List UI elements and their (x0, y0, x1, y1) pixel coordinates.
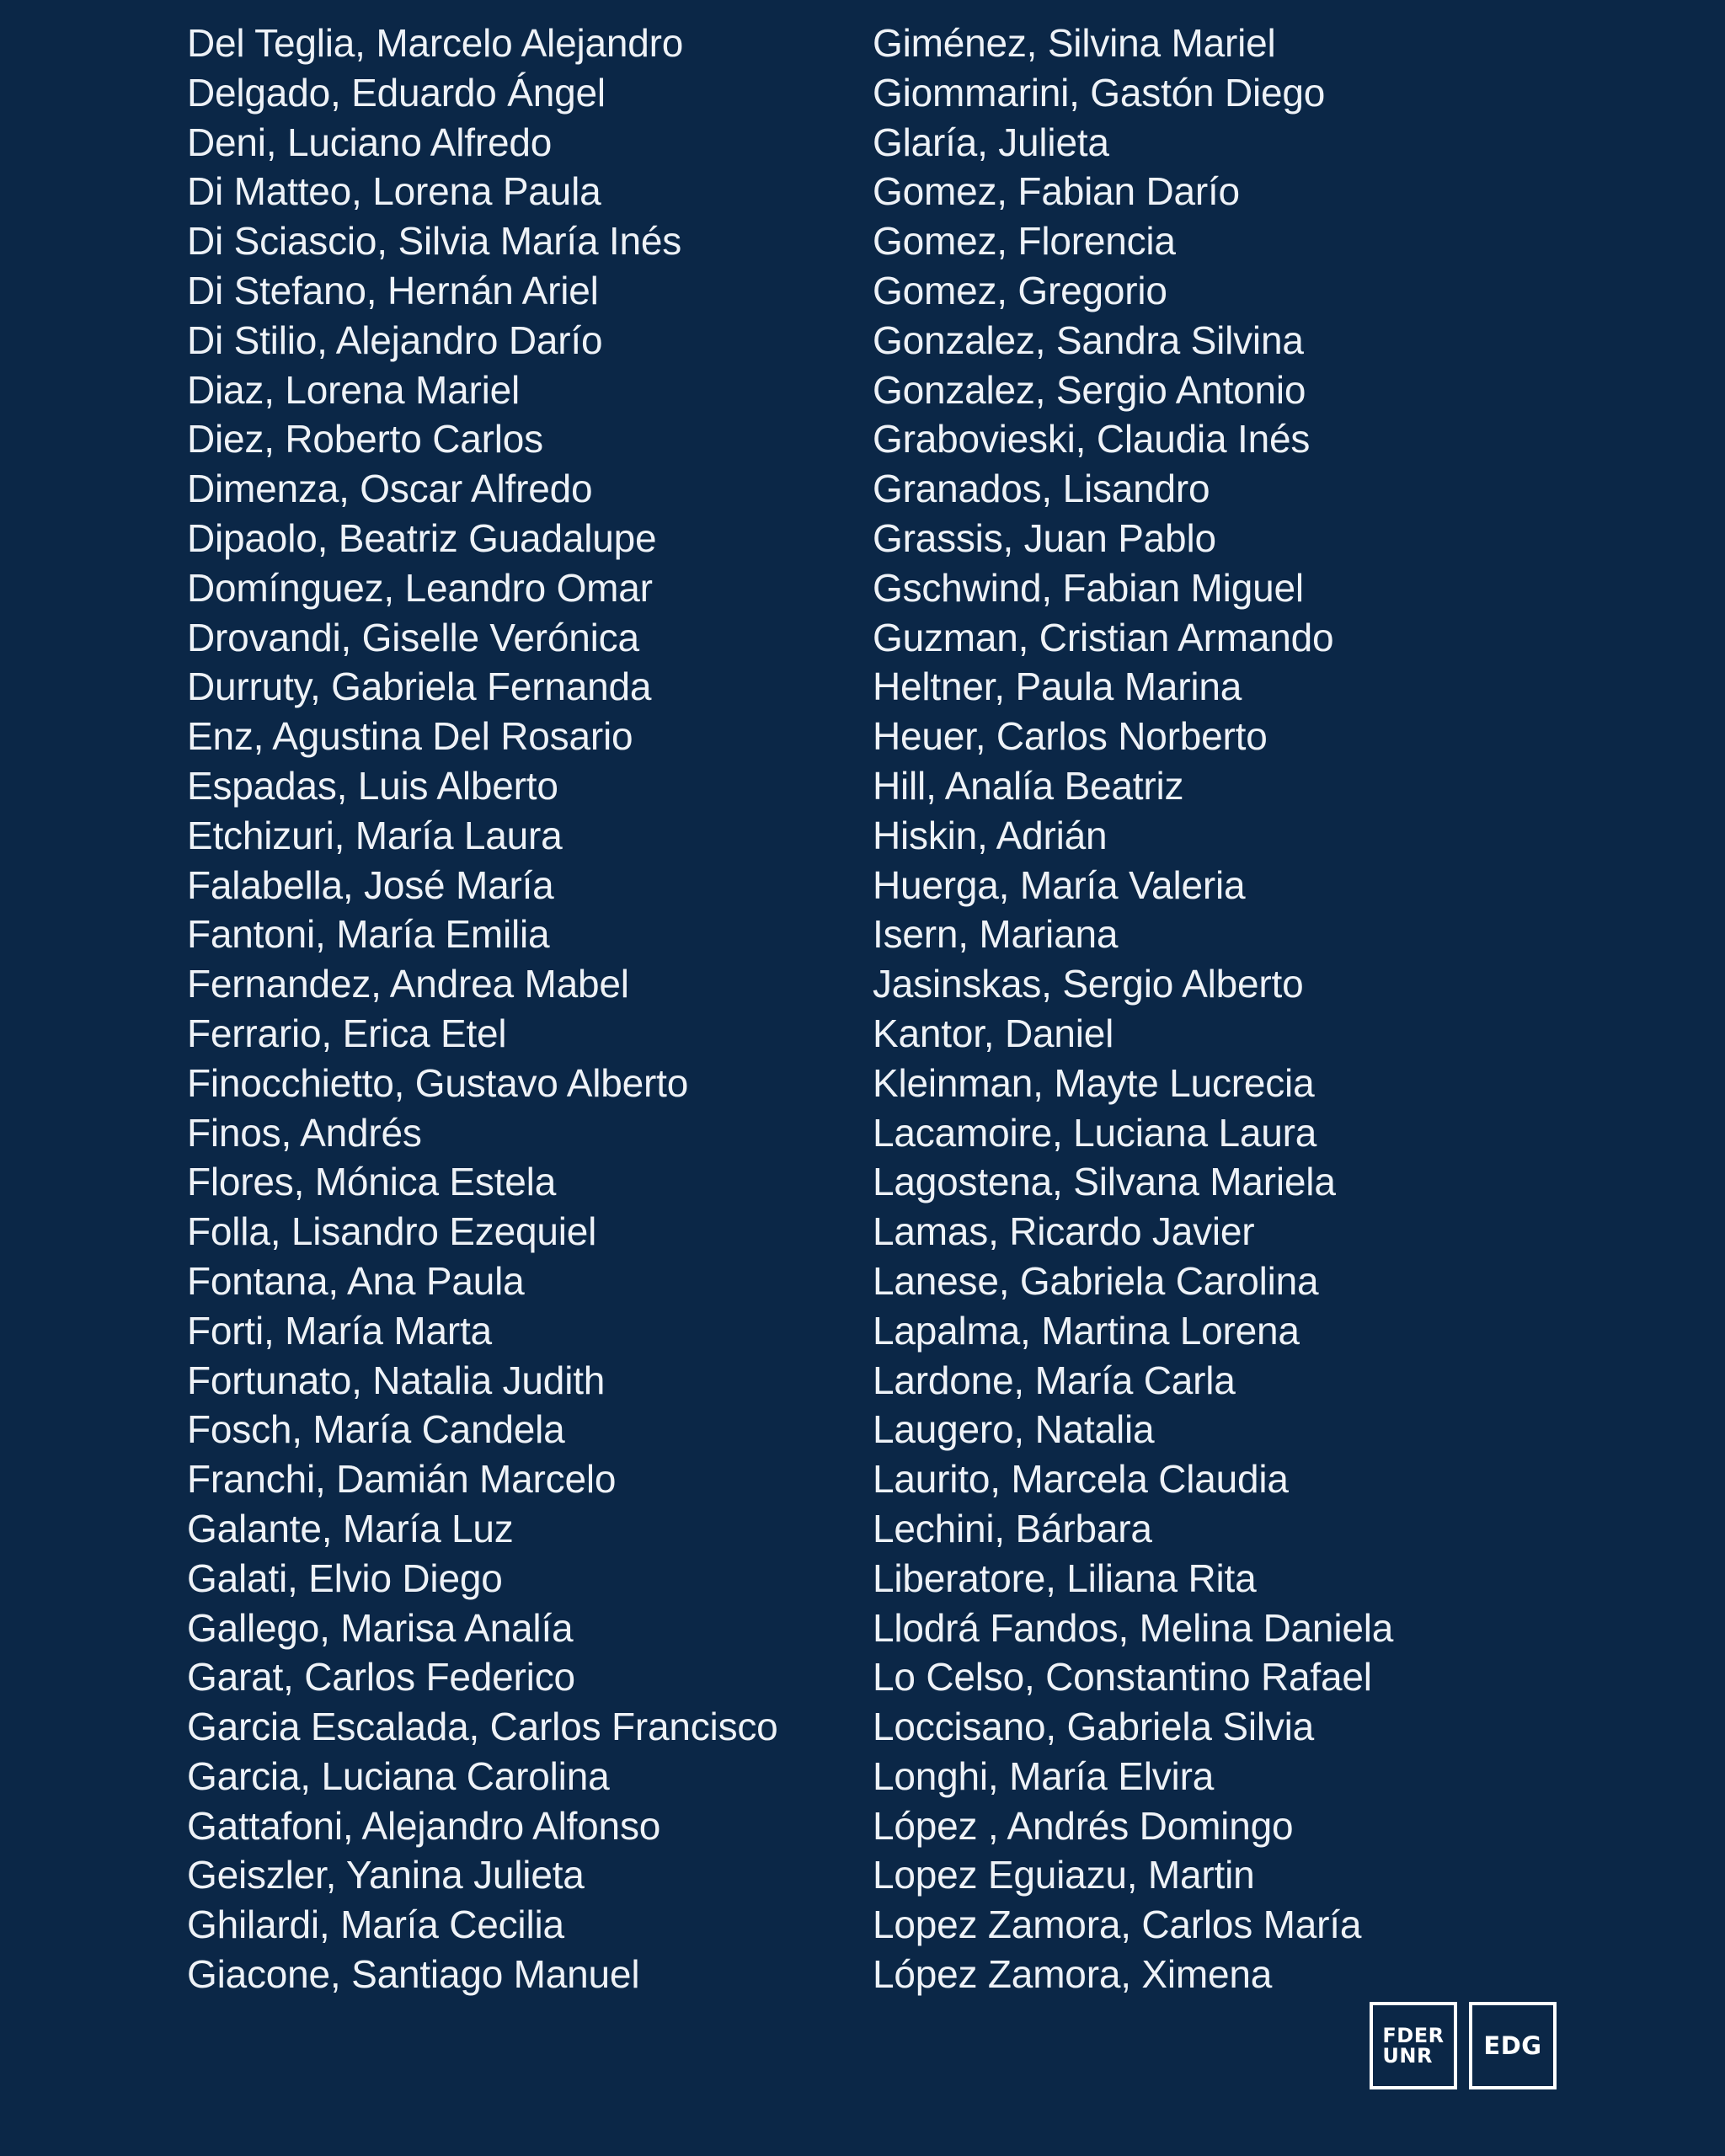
name-list-item: Lapalma, Martina Lorena (873, 1308, 1300, 1353)
name-list-item: Grassis, Juan Pablo (873, 515, 1216, 560)
name-list-item: Lopez Eguiazu, Martin (873, 1853, 1255, 1897)
name-list-item: Lacamoire, Luciana Laura (873, 1110, 1317, 1155)
name-list-item: Falabella, José María (187, 862, 554, 907)
name-list-item: López , Andrés Domingo (873, 1803, 1294, 1848)
name-list-item: Ghilardi, María Cecilia (187, 1903, 564, 1947)
name-list-item: Delgado, Eduardo Ángel (187, 70, 606, 115)
name-list-item: Deni, Luciano Alfredo (187, 120, 553, 164)
names-column-right (873, 19, 1546, 1999)
name-list-item: Dipaolo, Beatriz Guadalupe (187, 515, 657, 560)
name-list-item: Lopez Zamora, Carlos María (873, 1903, 1362, 1947)
name-list-item: Kantor, Daniel (873, 1011, 1114, 1055)
name-list-item: Lanese, Gabriela Carolina (873, 1258, 1319, 1303)
name-list-item: Giommarini, Gastón Diego (873, 70, 1326, 115)
name-list-item: Laurito, Marcela Claudia (873, 1457, 1289, 1502)
name-list-item: Lardone, María Carla (873, 1358, 1236, 1402)
names-column-left (187, 19, 861, 1999)
name-list-item: Gomez, Gregorio (873, 268, 1167, 312)
name-list-item: Geiszler, Yanina Julieta (187, 1853, 585, 1897)
name-list-item: Giménez, Silvina Mariel (873, 21, 1276, 65)
name-list-item: Giacone, Santiago Manuel (187, 1952, 640, 1997)
name-list-item: Gonzalez, Sergio Antonio (873, 367, 1306, 412)
name-list-item: Huerga, María Valeria (873, 862, 1246, 907)
name-list-item: Flores, Mónica Estela (187, 1160, 557, 1204)
name-list-item: Loccisano, Gabriela Silvia (873, 1705, 1315, 1749)
name-list-item: Domínguez, Leandro Omar (187, 565, 653, 610)
name-list-item: Granados, Lisandro (873, 467, 1210, 511)
name-list-item: Dimenza, Oscar Alfredo (187, 467, 593, 511)
name-list-item: Espadas, Luis Alberto (187, 763, 558, 808)
name-list-item: Fosch, María Candela (187, 1407, 565, 1452)
name-list-item: Gonzalez, Sandra Silvina (873, 318, 1304, 362)
name-list-item: Grabovieski, Claudia Inés (873, 417, 1311, 462)
name-list-item: Drovandi, Giselle Verónica (187, 615, 639, 659)
name-list-item: Lechini, Bárbara (873, 1506, 1152, 1550)
fder-unr-logo-text (1382, 2025, 1444, 2066)
name-list-item: Forti, María Marta (187, 1308, 492, 1353)
name-list-item: Gomez, Fabian Darío (873, 169, 1240, 214)
fder-unr-logo (1370, 2002, 1457, 2089)
name-list-item: Longhi, María Elvira (873, 1753, 1215, 1798)
name-list-item: Hill, Analía Beatriz (873, 763, 1184, 808)
name-list-item: Lo Celso, Constantino Rafael (873, 1655, 1372, 1700)
name-list-item: Laugero, Natalia (873, 1407, 1155, 1452)
name-list-item: Finos, Andrés (187, 1110, 422, 1155)
name-list-item: Del Teglia, Marcelo Alejandro (187, 21, 684, 65)
name-list-item: Hiskin, Adrián (873, 813, 1108, 857)
name-list-item: Kleinman, Mayte Lucrecia (873, 1060, 1315, 1105)
name-list-item: Ferrario, Erica Etel (187, 1011, 507, 1055)
name-list-item: Di Stefano, Hernán Ariel (187, 268, 599, 312)
name-list-item: Gallego, Marisa Analía (187, 1605, 574, 1650)
name-list-item: López Zamora, Ximena (873, 1952, 1273, 1997)
name-list-item: Gomez, Florencia (873, 219, 1176, 264)
name-list-item: Jasinskas, Sergio Alberto (873, 962, 1304, 1006)
name-list-item: Lagostena, Silvana Mariela (873, 1160, 1336, 1204)
name-list-item: Enz, Agustina Del Rosario (187, 714, 633, 759)
name-list-item: Di Stilio, Alejandro Darío (187, 318, 603, 362)
name-list-item: Diez, Roberto Carlos (187, 417, 543, 462)
name-list-item: Di Sciascio, Silvia María Inés (187, 219, 682, 264)
name-list-item: Finocchietto, Gustavo Alberto (187, 1060, 689, 1105)
name-list-item: Di Matteo, Lorena Paula (187, 169, 601, 214)
name-list-item: Gattafoni, Alejandro Alfonso (187, 1803, 661, 1848)
name-list-item: Garcia Escalada, Carlos Francisco (187, 1705, 778, 1749)
name-list-item: Gschwind, Fabian Miguel (873, 565, 1304, 610)
name-list-item: Heuer, Carlos Norberto (873, 714, 1268, 759)
name-list-item: Garcia, Luciana Carolina (187, 1753, 610, 1798)
name-list-item: Fantoni, María Emilia (187, 912, 550, 957)
name-list-item: Liberatore, Liliana Rita (873, 1556, 1257, 1600)
name-list-item: Lamas, Ricardo Javier (873, 1209, 1255, 1254)
name-list-item: Galati, Elvio Diego (187, 1556, 503, 1600)
logo-group (1370, 2002, 1557, 2088)
name-list-item: Isern, Mariana (873, 912, 1119, 957)
name-list-item: Franchi, Damián Marcelo (187, 1457, 617, 1502)
name-list-item: Galante, María Luz (187, 1506, 514, 1550)
name-list-item: Durruty, Gabriela Fernanda (187, 664, 652, 709)
fder-logo-line: FDER (1382, 2024, 1445, 2047)
name-list-item: Fontana, Ana Paula (187, 1258, 525, 1303)
edg-logo (1469, 2002, 1557, 2089)
name-list-item: Llodrá Fandos, Melina Daniela (873, 1605, 1394, 1650)
name-list-item: Etchizuri, María Laura (187, 813, 563, 857)
name-list-item: Diaz, Lorena Mariel (187, 367, 521, 412)
name-list-item: Folla, Lisandro Ezequiel (187, 1209, 597, 1254)
name-list-item: Fortunato, Natalia Judith (187, 1358, 606, 1402)
name-list-item: Garat, Carlos Federico (187, 1655, 575, 1700)
name-list-item: Fernandez, Andrea Mabel (187, 962, 629, 1006)
name-list-item: Heltner, Paula Marina (873, 664, 1242, 709)
name-list-item: Guzman, Cristian Armando (873, 615, 1334, 659)
unr-logo-line: UNR (1382, 2044, 1433, 2068)
name-list-item: Glaría, Julieta (873, 120, 1109, 164)
edg-logo-text: EDG (1483, 2031, 1542, 2060)
